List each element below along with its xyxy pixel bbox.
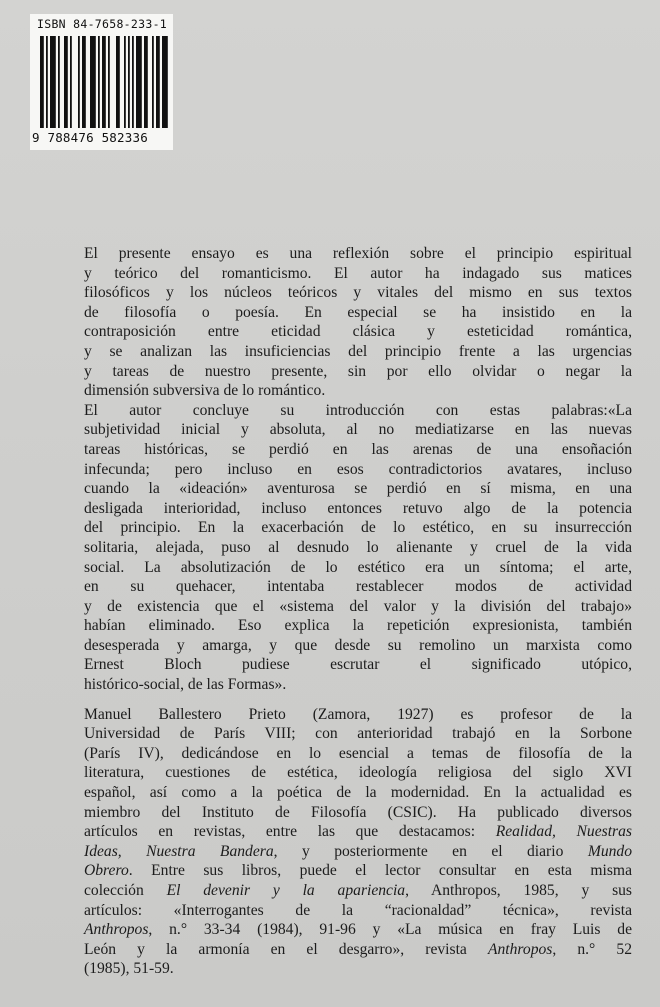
paragraph-quote	[84, 401, 632, 695]
text-line: social. La absolutización de lo estético era un síntoma; el arte,	[84, 558, 632, 576]
text-line: histórico-social, de las Formas».	[84, 676, 287, 694]
back-cover-blurb	[84, 244, 632, 979]
text-line: contraposición entre eticidad clásica y esteticidad romántica,	[84, 323, 632, 341]
text-line: de filosofía o poesía. En especial se ha insistido en la	[84, 303, 632, 321]
text-line: y se analizan las insuficiencias del principio frente a las urgencias	[84, 342, 632, 360]
text-line: desligada interioridad, incluso entonces retuvo algo de la potencia	[84, 499, 632, 517]
text-line: tareas históricas, se perdió en las arenas de una ensoñación	[84, 440, 632, 458]
text-line: filosóficos y los núcleos teóricos y vitales del mismo en sus textos	[84, 284, 632, 302]
isbn-label: ISBN 84-7658-233-1	[37, 17, 168, 31]
paragraph-author-bio: Manuel Ballestero Prieto (Zamora, 1927) es profesor de la Universidad de París VIII; con anterioridad trabajó en la Sorbone (París IV), dedicándose en lo esencial a temas de filosofía de la literatura, cuestiones de estética, ideología religiosa del siglo XVI español, así como a la poética de la modernidad. En la actualidad es miembro del Instituto de Filosofía (CSIC). Ha publicado diversos artículos en revistas, entre las que destacamos: Realidad, Nuestras Ideas, Nuestra Bandera, y posteriormente en el diario Mundo Obrero. Entre sus libros, puede el lector consultar en esta misma colección El devenir y la apariencia, Anthropos, 1985, y sus artículos: «Interrogantes de la “racionaldad” técnica», revista Anthropos, n.° 33-34 (1984), 91-96 y «La música en fray Luis de León y la armonía en el desgarro», revista Anthropos, n.° 52 (1985), 51-59.	[84, 705, 633, 978]
text-line: Ernest Bloch pudiese escrutar el significado utópico,	[84, 656, 632, 674]
text-line: dimensión subversiva de lo romántico.	[84, 382, 326, 400]
text-line: habían eliminado. Eso explica la repetición expresionista, también	[84, 617, 632, 635]
text-line: en su quehacer, intentaba restablecer modos de actividad	[84, 578, 632, 596]
text-line: y tareas de nuestro presente, sin por ello olvidar o negar la	[84, 362, 632, 380]
text-line: desesperada y amarga, y que desde su remolino un marxista como	[84, 636, 632, 654]
text-line: subjetividad inicial y absoluta, al no mediatizarse en las nuevas	[84, 421, 632, 439]
text-line: y de existencia que el «sistema del valor y la división del trabajo»	[84, 597, 632, 615]
barcode-digits: 9 788476 582336	[32, 130, 148, 145]
text-line: infecunda; pero incluso en esos contradictorios avatares, incluso	[84, 460, 632, 478]
text-line: solitaria, alejada, puso al desnudo lo alienante y cruel de la vida	[84, 538, 632, 556]
text-line: del principio. En la exacerbación de lo estético, en su insurrección	[84, 519, 632, 537]
text-line: El presente ensayo es una reflexión sobre el principio espiritual	[84, 245, 632, 262]
text-line: cuando la «ideación» aventurosa se perdió en sí misma, en una	[84, 480, 632, 498]
barcode-bars-icon	[40, 36, 168, 136]
isbn-barcode	[30, 14, 173, 150]
paragraph-summary	[84, 244, 632, 401]
text-line: y teórico del romanticismo. El autor ha indagado sus matices	[84, 264, 632, 282]
text-line: El autor concluye su introducción con estas palabras:«La	[84, 401, 632, 419]
